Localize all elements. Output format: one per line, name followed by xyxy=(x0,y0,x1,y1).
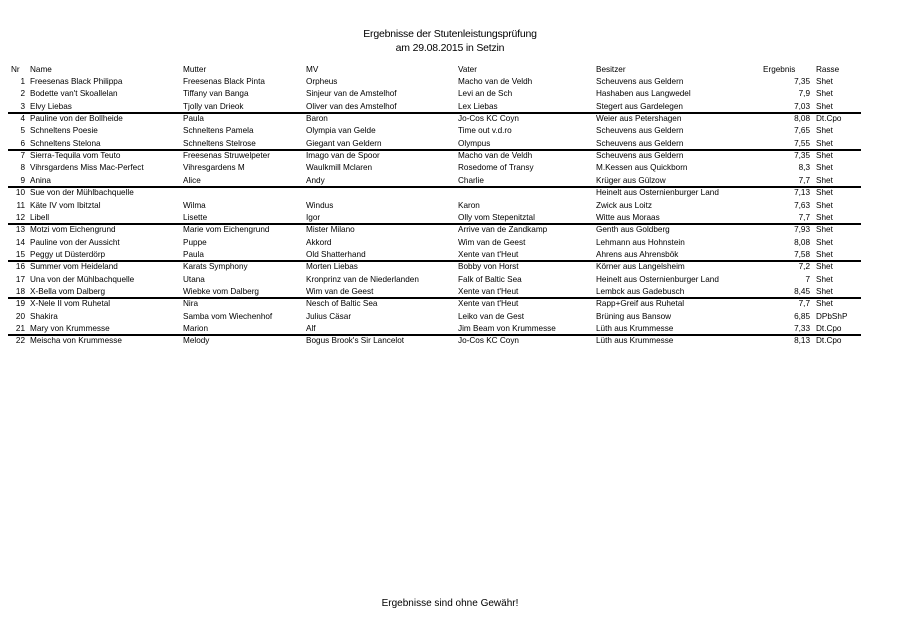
cell-ergebnis: 8,08 xyxy=(794,237,810,247)
cell-rasse: Shet xyxy=(816,237,833,247)
cell-name: X-Nele II vom Ruhetal xyxy=(30,299,111,309)
header-mv: MV xyxy=(306,65,319,74)
cell-mv: Mister Milano xyxy=(306,225,355,235)
cell-ergebnis: 6,85 xyxy=(794,311,810,321)
cell-besitzer: Hashaben aus Langwedel xyxy=(596,89,691,99)
cell-rasse: Shet xyxy=(816,101,833,111)
cell-name: Meischa von Krummesse xyxy=(30,336,122,346)
group-divider xyxy=(8,112,861,114)
cell-mv: Andy xyxy=(306,175,325,185)
header-besitzer: Besitzer xyxy=(596,65,626,74)
cell-rasse: Shet xyxy=(816,225,833,235)
cell-mutter: Wilma xyxy=(183,200,206,210)
cell-rasse: Dt.Cpo xyxy=(816,336,842,346)
cell-nr: 2 xyxy=(20,89,25,99)
cell-mv: Nesch of Baltic Sea xyxy=(306,299,378,309)
cell-name: X-Bella vom Dalberg xyxy=(30,286,106,296)
cell-rasse: Shet xyxy=(816,77,833,86)
table-row xyxy=(0,113,900,125)
cell-vater: Levi an de Sch xyxy=(458,89,513,99)
cell-vater: Xente van t'Heut xyxy=(458,249,519,259)
cell-ergebnis: 7,58 xyxy=(794,249,810,259)
table-row xyxy=(0,335,900,347)
disclaimer-footer: Ergebnisse sind ohne Gewähr! xyxy=(381,598,519,609)
cell-nr: 19 xyxy=(15,299,25,309)
cell-mutter: Freesenas Black Pinta xyxy=(183,77,265,86)
header-nr: Nr xyxy=(11,65,20,74)
cell-rasse: Shet xyxy=(816,200,833,210)
table-row xyxy=(0,298,900,310)
cell-mv: Olympia van Gelde xyxy=(306,126,376,136)
cell-besitzer: Witte aus Moraas xyxy=(596,212,660,222)
cell-nr: 16 xyxy=(15,262,25,272)
table-row xyxy=(0,162,900,174)
table-row xyxy=(0,237,900,249)
group-divider xyxy=(8,149,861,151)
cell-mv: Kronprinz van de Niederlanden xyxy=(306,274,419,284)
cell-besitzer: Scheuvens aus Geldern xyxy=(596,138,684,148)
cell-name: Pauline von der Bollheide xyxy=(30,114,123,123)
table-row xyxy=(0,76,900,88)
cell-name: Schneltens Poesie xyxy=(30,126,98,136)
cell-name: Vihrsgardens Miss Mac-Perfect xyxy=(30,163,144,173)
cell-rasse: Shet xyxy=(816,274,833,284)
cell-ergebnis: 8,3 xyxy=(798,163,810,173)
table-row xyxy=(0,187,900,199)
header-vater: Vater xyxy=(458,65,477,74)
cell-rasse: Shet xyxy=(816,212,833,222)
cell-name: Anina xyxy=(30,175,51,185)
cell-name: Sierra-Tequila vom Teuto xyxy=(30,151,121,161)
cell-vater: Xente van t'Heut xyxy=(458,286,519,296)
cell-besitzer: M.Kessen aus Quickborn xyxy=(596,163,688,173)
cell-nr: 9 xyxy=(20,175,25,185)
cell-mv: Morten Liebas xyxy=(306,262,358,272)
cell-mutter: Tiffany van Banga xyxy=(183,89,249,99)
cell-vater: Jim Beam von Krummesse xyxy=(458,324,556,333)
cell-vater: Wim van de Geest xyxy=(458,237,526,247)
cell-vater: Xente van t'Heut xyxy=(458,299,519,309)
cell-vater: Falk of Baltic Sea xyxy=(458,274,522,284)
header-rasse: Rasse xyxy=(816,65,840,74)
cell-besitzer: Lembck aus Gadebusch xyxy=(596,286,685,296)
cell-ergebnis: 7,63 xyxy=(794,200,810,210)
table-row xyxy=(0,311,900,323)
cell-vater: Jo-Cos KC Coyn xyxy=(458,114,519,123)
cell-vater: Macho van de Veldh xyxy=(458,77,533,86)
cell-besitzer: Zwick aus Loitz xyxy=(596,200,652,210)
cell-mutter: Schneltens Stelrose xyxy=(183,138,256,148)
table-row xyxy=(0,125,900,137)
cell-nr: 1 xyxy=(20,77,25,86)
cell-mutter: Puppe xyxy=(183,237,207,247)
cell-vater: Lex Liebas xyxy=(458,101,498,111)
header-ergebnis: Ergebnis xyxy=(763,65,796,74)
cell-mutter: Paula xyxy=(183,114,204,123)
cell-ergebnis: 7,65 xyxy=(794,126,810,136)
cell-mv: Igor xyxy=(306,212,321,222)
cell-besitzer: Stegert aus Gardelegen xyxy=(596,101,683,111)
cell-nr: 12 xyxy=(15,212,25,222)
cell-mutter: Marion xyxy=(183,324,209,333)
cell-vater: Time out v.d.ro xyxy=(458,126,512,136)
table-header xyxy=(0,64,900,76)
cell-besitzer: Rapp+Greif aus Ruhetal xyxy=(596,299,685,309)
cell-rasse: Dt.Cpo xyxy=(816,114,842,123)
cell-nr: 4 xyxy=(20,114,25,123)
cell-name: Bodette van't Skoallelan xyxy=(30,89,118,99)
group-divider xyxy=(8,297,861,299)
cell-name: Schneltens Stelona xyxy=(30,138,101,148)
cell-mv: Windus xyxy=(306,200,334,210)
cell-rasse: Shet xyxy=(816,175,833,185)
cell-mv: Wim van de Geest xyxy=(306,286,374,296)
cell-nr: 5 xyxy=(20,126,25,136)
cell-mutter: Tjolly van Drieok xyxy=(183,101,244,111)
cell-vater: Bobby von Horst xyxy=(458,262,519,272)
cell-name: Sue von der Mühlbachquelle xyxy=(30,188,134,198)
cell-mutter: Nira xyxy=(183,299,199,309)
cell-rasse: Shet xyxy=(816,151,833,161)
cell-besitzer: Brüning aus Bansow xyxy=(596,311,672,321)
cell-mv: Julius Cäsar xyxy=(306,311,352,321)
cell-besitzer: Scheuvens aus Geldern xyxy=(596,151,684,161)
cell-mv: Bogus Brook's Sir Lancelot xyxy=(306,336,405,346)
cell-mv: Sinjeur van de Amstelhof xyxy=(306,89,397,99)
cell-ergebnis: 7,35 xyxy=(794,151,810,161)
cell-mutter: Marie vom Eichengrund xyxy=(183,225,270,235)
cell-nr: 11 xyxy=(16,200,25,210)
cell-rasse: Shet xyxy=(816,299,833,309)
cell-mutter: Vihresgardens M xyxy=(183,163,245,173)
cell-besitzer: Heinelt aus Osternienburger Land xyxy=(596,188,719,198)
cell-rasse: Dt.Cpo xyxy=(816,324,842,333)
cell-ergebnis: 7,03 xyxy=(794,101,810,111)
cell-name: Peggy ut Düsterdörp xyxy=(30,249,106,259)
cell-besitzer: Lüth aus Krummesse xyxy=(596,324,674,333)
cell-vater: Macho van de Veldh xyxy=(458,151,533,161)
cell-rasse: Shet xyxy=(816,89,833,99)
cell-name: Freesenas Black Philippa xyxy=(30,77,123,86)
cell-besitzer: Krüger aus Gülzow xyxy=(596,175,666,185)
cell-mutter: Wiebke vom Dalberg xyxy=(183,286,259,296)
cell-mutter: Schneltens Pamela xyxy=(183,126,254,136)
document-subtitle: am 29.08.2015 in Setzin xyxy=(395,42,505,54)
cell-rasse: Shet xyxy=(816,188,833,198)
cell-mv: Alf xyxy=(306,324,316,333)
cell-besitzer: Lüth aus Krummesse xyxy=(596,336,674,346)
cell-name: Elvy Liebas xyxy=(30,101,72,111)
cell-name: Shakira xyxy=(30,311,58,321)
cell-rasse: Shet xyxy=(816,163,833,173)
cell-ergebnis: 7,7 xyxy=(798,212,810,222)
group-divider xyxy=(8,186,861,188)
cell-ergebnis: 7,2 xyxy=(798,262,810,272)
cell-ergebnis: 7 xyxy=(805,274,810,284)
table-row xyxy=(0,261,900,273)
cell-rasse: Shet xyxy=(816,138,833,148)
cell-ergebnis: 7,93 xyxy=(794,225,810,235)
group-divider xyxy=(8,260,861,262)
table-row xyxy=(0,150,900,162)
cell-besitzer: Scheuvens aus Geldern xyxy=(596,77,684,86)
cell-mutter: Karats Symphony xyxy=(183,262,248,272)
table-row xyxy=(0,88,900,100)
cell-name: Summer vom Heideland xyxy=(30,262,118,272)
cell-nr: 7 xyxy=(20,151,25,161)
cell-name: Käte IV vom Ibitztal xyxy=(30,200,101,210)
cell-rasse: Shet xyxy=(816,286,833,296)
table-row xyxy=(0,200,900,212)
cell-ergebnis: 7,7 xyxy=(798,175,810,185)
cell-mutter: Alice xyxy=(183,175,201,185)
cell-mv: Akkord xyxy=(306,237,332,247)
group-divider xyxy=(8,334,861,336)
cell-ergebnis: 7,13 xyxy=(794,188,810,198)
cell-mutter: Freesenas Struwelpeter xyxy=(183,151,270,161)
cell-vater: Olympus xyxy=(458,138,491,148)
cell-nr: 18 xyxy=(15,286,25,296)
table-row xyxy=(0,224,900,236)
cell-ergebnis: 8,13 xyxy=(794,336,810,346)
cell-name: Una von der Mühlbachquelle xyxy=(30,274,135,284)
cell-besitzer: Ahrens aus Ahrensbök xyxy=(596,249,679,259)
cell-ergebnis: 8,45 xyxy=(794,286,810,296)
cell-besitzer: Heinelt aus Osternienburger Land xyxy=(596,274,719,284)
cell-rasse: Shet xyxy=(816,262,833,272)
cell-nr: 13 xyxy=(15,225,25,235)
cell-vater: Charlie xyxy=(458,175,484,185)
cell-vater: Rosedome of Transy xyxy=(458,163,534,173)
cell-nr: 10 xyxy=(15,188,25,198)
cell-ergebnis: 7,35 xyxy=(794,77,810,86)
cell-besitzer: Scheuvens aus Geldern xyxy=(596,126,684,136)
cell-nr: 21 xyxy=(15,324,25,333)
cell-mv: Giegant van Geldern xyxy=(306,138,382,148)
cell-mv: Baron xyxy=(306,114,328,123)
cell-vater: Olly vom Stepenitztal xyxy=(458,212,535,222)
cell-nr: 15 xyxy=(15,249,25,259)
cell-name: Mary von Krummesse xyxy=(30,324,110,333)
cell-nr: 17 xyxy=(15,274,25,284)
cell-mutter: Lisette xyxy=(183,212,208,222)
cell-mv: Old Shatterhand xyxy=(306,249,366,259)
cell-mutter: Paula xyxy=(183,249,204,259)
cell-mv: Imago van de Spoor xyxy=(306,151,380,161)
cell-besitzer: Genth aus Goldberg xyxy=(596,225,670,235)
cell-ergebnis: 7,7 xyxy=(798,299,810,309)
cell-mv: Orpheus xyxy=(306,77,338,86)
table-row xyxy=(0,274,900,286)
header-name: Name xyxy=(30,65,52,74)
cell-ergebnis: 8,08 xyxy=(794,114,810,123)
cell-name: Pauline von der Aussicht xyxy=(30,237,120,247)
cell-nr: 3 xyxy=(20,101,25,111)
cell-ergebnis: 7,9 xyxy=(798,89,810,99)
cell-nr: 22 xyxy=(15,336,25,346)
cell-besitzer: Lehmann aus Hohnstein xyxy=(596,237,685,247)
cell-name: Libell xyxy=(30,212,50,222)
cell-rasse: DPbShP xyxy=(816,311,848,321)
cell-vater: Arrive van de Zandkamp xyxy=(458,225,548,235)
cell-rasse: Shet xyxy=(816,249,833,259)
cell-rasse: Shet xyxy=(816,126,833,136)
header-mutter: Mutter xyxy=(183,65,207,74)
cell-ergebnis: 7,55 xyxy=(794,138,810,148)
cell-vater: Leiko van de Gest xyxy=(458,311,524,321)
cell-vater: Jo-Cos KC Coyn xyxy=(458,336,519,346)
cell-mutter: Utana xyxy=(183,274,205,284)
cell-nr: 6 xyxy=(20,138,25,148)
cell-nr: 14 xyxy=(15,237,25,247)
group-divider xyxy=(8,223,861,225)
cell-nr: 20 xyxy=(15,311,25,321)
cell-mv: Oliver van des Amstelhof xyxy=(306,101,397,111)
cell-name: Motzi vom Eichengrund xyxy=(30,225,116,235)
document-title: Ergebnisse der Stutenleistungsprüfung xyxy=(363,28,537,40)
cell-besitzer: Körner aus Langelsheim xyxy=(596,262,685,272)
cell-nr: 8 xyxy=(20,163,25,173)
cell-mv: Waulkmill Mclaren xyxy=(306,163,373,173)
cell-mutter: Melody xyxy=(183,336,210,346)
cell-ergebnis: 7,33 xyxy=(794,324,810,333)
cell-mutter: Samba vom Wiechenhof xyxy=(183,311,273,321)
cell-vater: Karon xyxy=(458,200,480,210)
cell-besitzer: Weier aus Petershagen xyxy=(596,114,682,123)
